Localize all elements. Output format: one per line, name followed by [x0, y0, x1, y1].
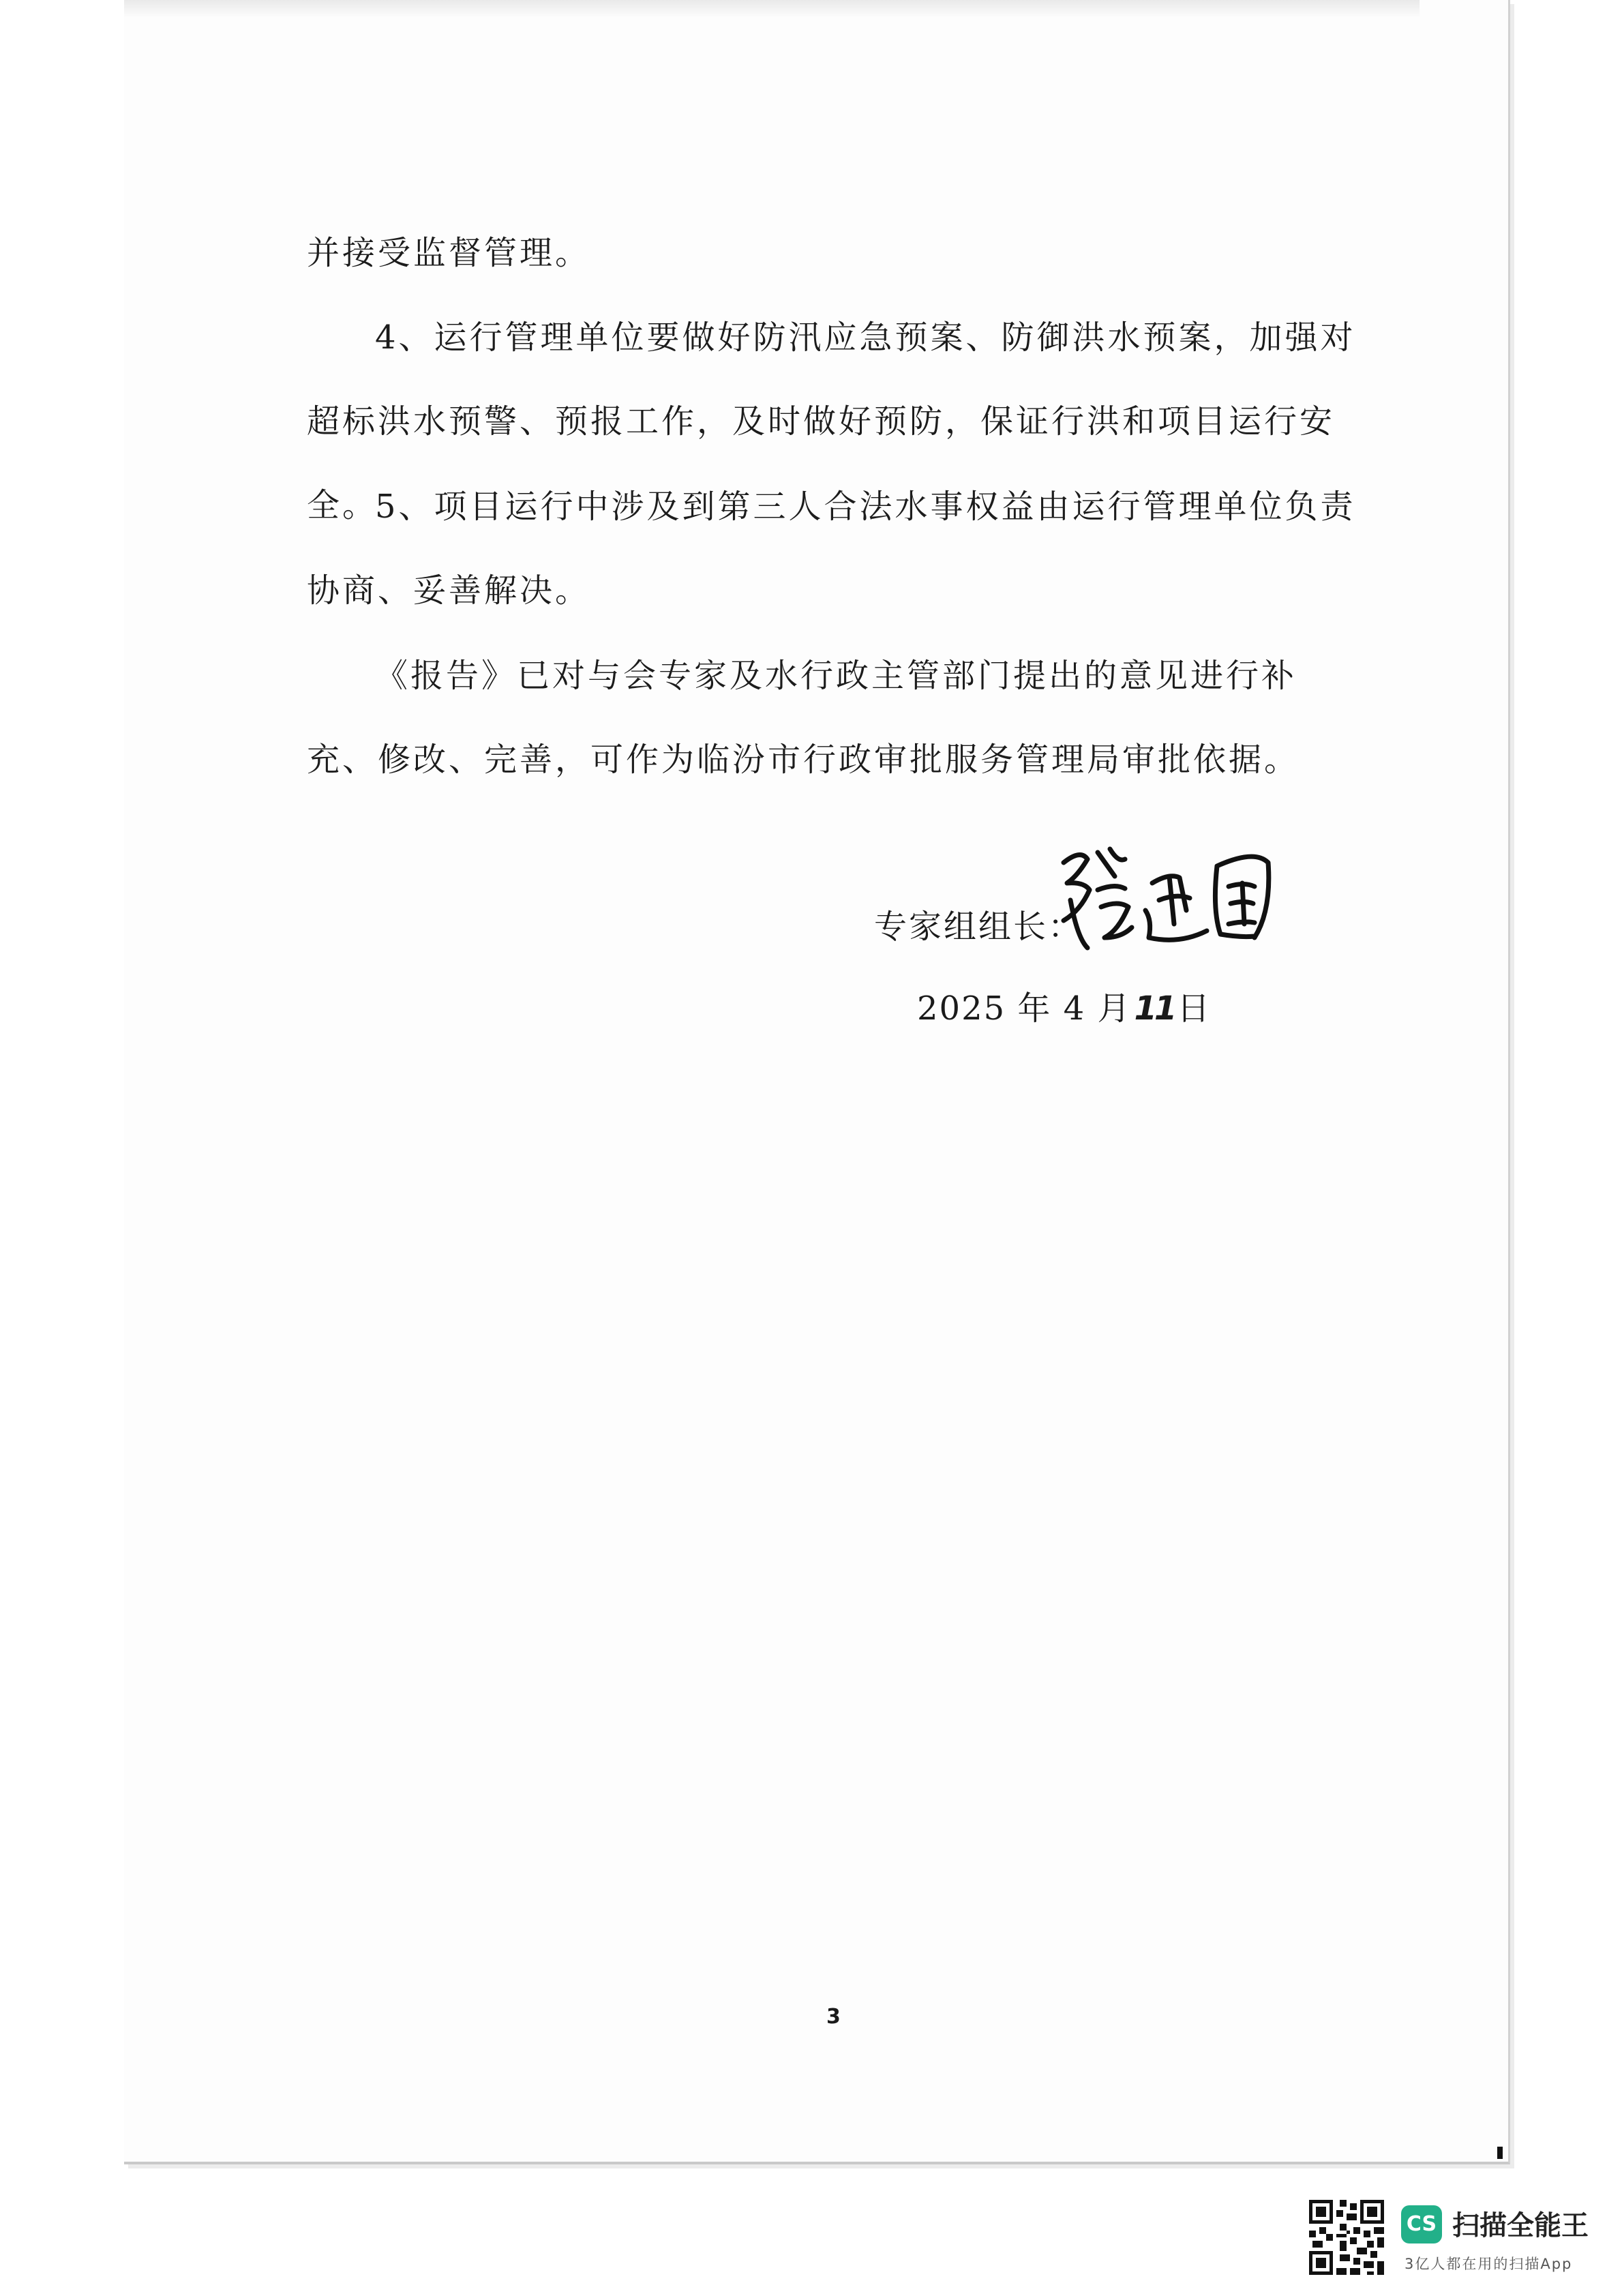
camscanner-logo-icon: CS: [1401, 2205, 1442, 2243]
page-number: 3: [826, 2005, 841, 2029]
date-year-month: 2025 年 4 月: [917, 989, 1132, 1028]
signer-label: 专家组组长：: [874, 908, 1083, 946]
paragraph-report-conclusion: 《报告》已对与会专家及水行政主管部门提出的意见进行补充、修改、完善，可作为临汾市行政审批服务管理局审批依据。: [307, 657, 1300, 779]
paragraph-supervision: 并接受监督管理。: [307, 234, 591, 272]
scanner-watermark: [1309, 2200, 1609, 2282]
watermark-slogan: 3亿人都在用的扫描App: [1405, 2256, 1573, 2272]
date-day-handwritten: 11: [1134, 989, 1175, 1028]
paragraph-item-4: 4、运行管理单位要做好防汛应急预案、防御洪水预案，加强对超标洪水预警、预报工作，及时做好预防，保证行洪和项目运行安全。: [307, 318, 1356, 524]
handwritten-signature: [1050, 835, 1282, 958]
signature-date: [917, 982, 1211, 1029]
corner-mark: [1497, 2147, 1503, 2159]
paragraph-item-5: 5、项目运行中涉及到第三人合法水事权益由运行管理单位负责协商、妥善解决。: [307, 488, 1356, 610]
date-day-suffix: 日: [1177, 989, 1212, 1028]
watermark-app-name: 扫描全能王: [1452, 2210, 1589, 2241]
page-top-shadow: [124, 0, 1420, 18]
qr-code-icon: [1309, 2200, 1384, 2275]
